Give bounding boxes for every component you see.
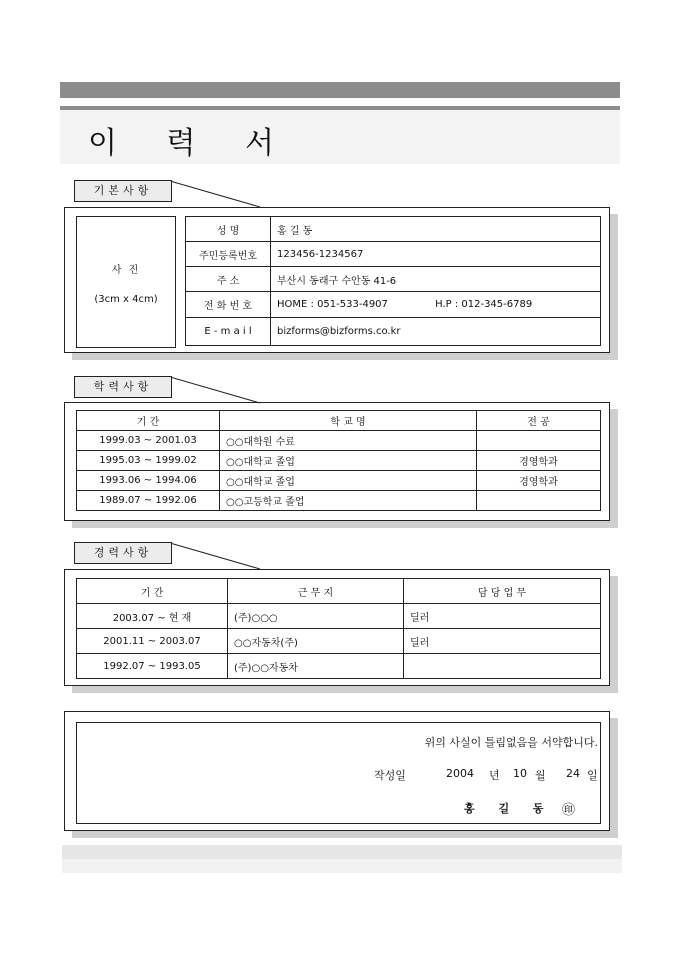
column-header-workplace: 근 무 지 — [228, 579, 404, 604]
phone-label: 전 화 번 호 — [186, 292, 271, 318]
period-cell: 1992.07 ~ 1993.05 — [77, 654, 228, 679]
education-tab: 학력사항 — [74, 376, 172, 398]
column-header-period: 기 간 — [77, 411, 220, 431]
period-cell: 2001.11 ~ 2003.07 — [77, 629, 228, 654]
table-row — [186, 292, 601, 318]
education-table — [76, 410, 601, 511]
school-cell: ○○대학교 졸업 — [220, 471, 477, 491]
column-header-major: 전 공 — [477, 411, 601, 431]
email-label: E - m a i l — [186, 318, 271, 346]
career-tab-connector — [170, 542, 280, 572]
career-tab: 경력사항 — [74, 542, 172, 564]
school-cell: ○○대학교 졸업 — [220, 451, 477, 471]
education-tab-connector — [170, 376, 280, 406]
phone-value — [271, 292, 601, 318]
major-cell — [477, 431, 601, 451]
major-cell: 경영학과 — [477, 471, 601, 491]
address-label: 주 소 — [186, 267, 271, 292]
table-row — [77, 604, 601, 629]
major-cell: 경영학과 — [477, 451, 601, 471]
school-cell: ○○대학원 수료 — [220, 431, 477, 451]
column-header-school: 학 교 명 — [220, 411, 477, 431]
major-cell — [477, 491, 601, 511]
seal-mark: ㊞ — [562, 803, 576, 818]
address-value: 부산시 동래구 수안동 41-6 — [271, 267, 601, 292]
period-cell: 1989.07 ~ 1992.06 — [77, 491, 220, 511]
date-month-unit: 월 — [535, 769, 546, 782]
footer-bar-light — [62, 859, 622, 873]
email-value: bizforms@bizforms.co.kr — [271, 318, 601, 346]
duty-cell: 딜러 — [404, 604, 601, 629]
table-row — [77, 654, 601, 679]
date-year: 2004 — [446, 767, 474, 780]
date-day: 24 — [566, 767, 580, 780]
table-row — [77, 629, 601, 654]
pledge-statement: 위의 사실이 틀림없음을 서약합니다. — [424, 736, 598, 749]
period-cell: 1999.03 ~ 2001.03 — [77, 431, 220, 451]
table-row — [186, 242, 601, 267]
name-value: 홍 길 동 — [271, 217, 601, 242]
basic-table — [185, 216, 601, 346]
page-title: 이 력 서 — [88, 126, 295, 161]
period-cell: 1993.06 ~ 1994.06 — [77, 471, 220, 491]
home-phone: HOME : 051-533-4907 — [277, 299, 388, 310]
table-row — [77, 451, 601, 471]
career-table — [76, 578, 601, 679]
basic-tab-connector — [170, 180, 280, 210]
resident-number-value: 123456-1234567 — [271, 242, 601, 267]
basic-tab: 기본사항 — [74, 180, 172, 202]
period-cell: 1995.03 ~ 1999.02 — [77, 451, 220, 471]
photo-placeholder — [76, 216, 176, 348]
resident-number-label: 주민등록번호 — [186, 242, 271, 267]
table-row — [186, 217, 601, 242]
table-row — [186, 318, 601, 346]
workplace-cell: (주)○○○ — [228, 604, 404, 629]
date-day-unit: 일 — [587, 769, 598, 782]
column-header-duty: 담 당 업 무 — [404, 579, 601, 604]
date-month: 10 — [513, 767, 527, 780]
signer-name: 홍 길 동 — [464, 802, 554, 815]
duty-cell: 딜러 — [404, 629, 601, 654]
school-cell: ○○고등학교 졸업 — [220, 491, 477, 511]
footer-bar — [62, 845, 622, 859]
photo-size: (3cm x 4cm) — [94, 294, 158, 305]
workplace-cell: ○○자동차(주) — [228, 629, 404, 654]
table-row — [186, 267, 601, 292]
duty-cell — [404, 654, 601, 679]
table-row — [77, 491, 601, 511]
name-label: 성 명 — [186, 217, 271, 242]
mobile-phone: H.P : 012-345-6789 — [435, 299, 533, 310]
table-row — [77, 471, 601, 491]
table-header-row — [77, 579, 601, 604]
period-cell: 2003.07 ~ 현 재 — [77, 604, 228, 629]
column-header-period: 기 간 — [77, 579, 228, 604]
photo-label: 사 진 — [111, 265, 141, 276]
header-bar — [60, 82, 620, 98]
table-row — [77, 431, 601, 451]
workplace-cell: (주)○○자동차 — [228, 654, 404, 679]
date-year-unit: 년 — [489, 769, 500, 782]
table-header-row — [77, 411, 601, 431]
date-label: 작성일 — [374, 769, 406, 782]
